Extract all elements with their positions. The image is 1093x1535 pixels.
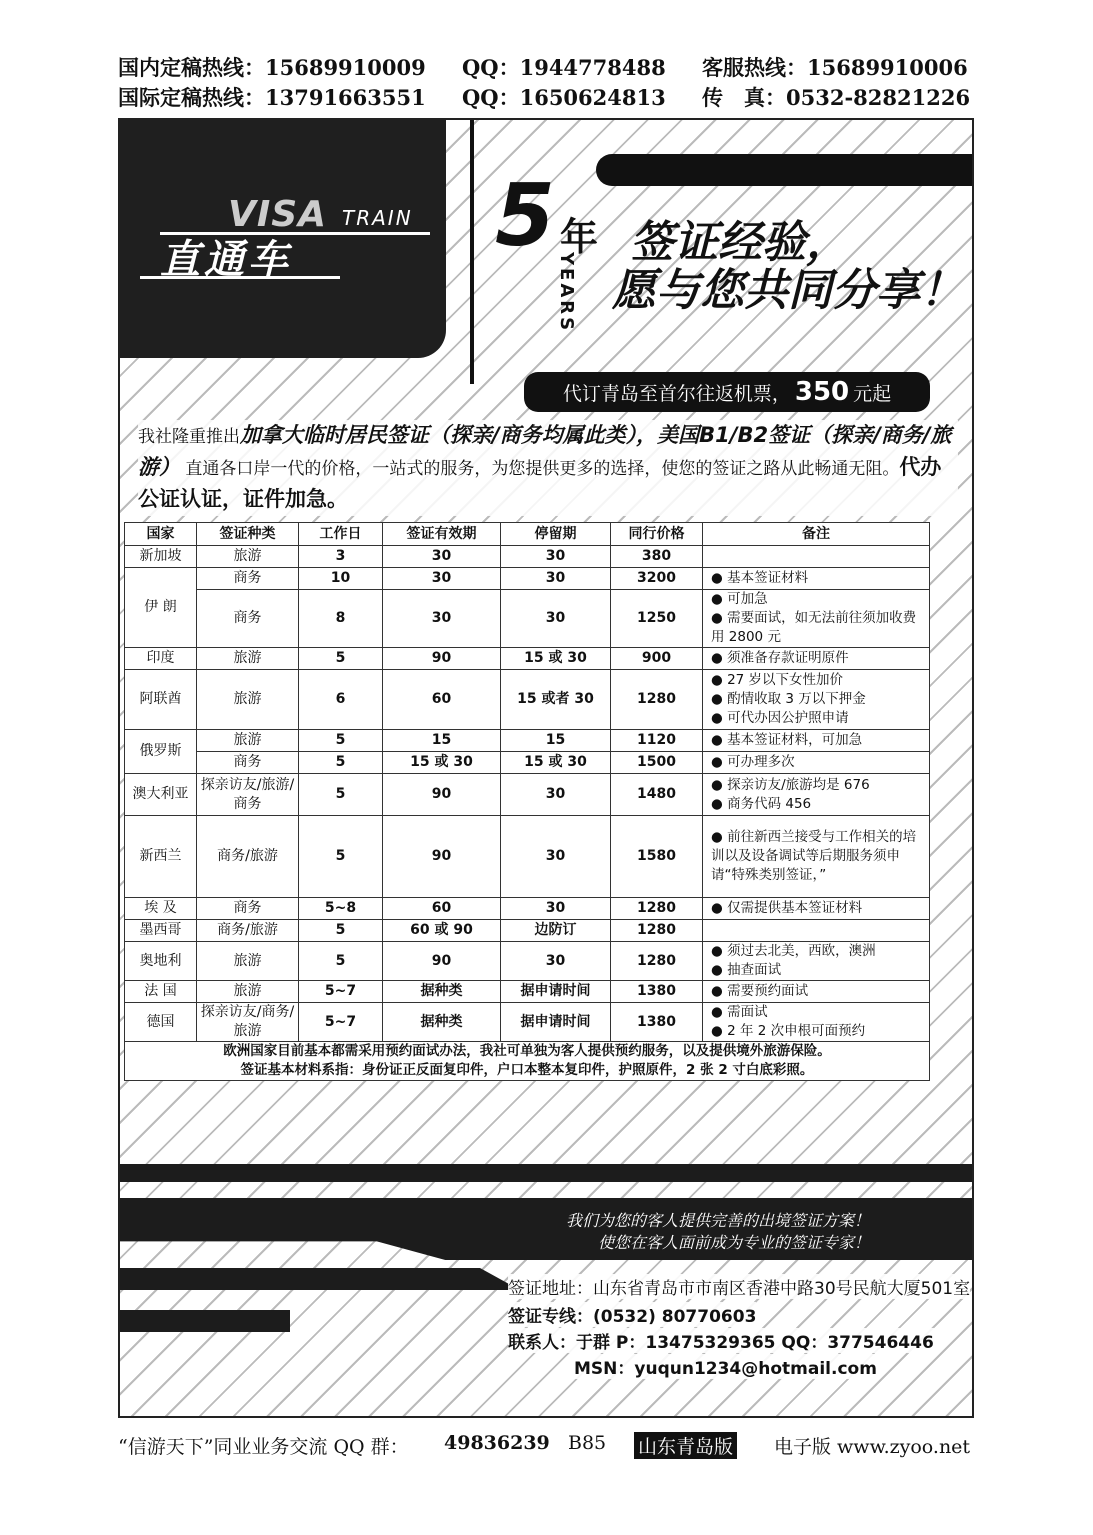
cell-stay: 30 — [501, 774, 611, 816]
cell-validity: 15 或 30 — [383, 752, 501, 774]
cell-price: 1480 — [611, 774, 703, 816]
cell-type: 商务 — [197, 898, 299, 920]
cell-validity: 90 — [383, 942, 501, 981]
cell-country: 俄罗斯 — [125, 730, 197, 774]
cell-type: 旅游 — [197, 730, 299, 752]
service-hotline: 客服热线：15689910006 — [702, 55, 968, 80]
cell-notes — [703, 648, 930, 670]
cell-notes — [703, 546, 930, 568]
table-header-row — [125, 523, 930, 546]
cell-stay: 30 — [501, 816, 611, 898]
cell-country: 印度 — [125, 648, 197, 670]
cell-validity: 90 — [383, 774, 501, 816]
tagline-2: 使您在客人面前成为专业的签证专家！ — [598, 1233, 871, 1252]
edition-badge: 山东青岛版 — [634, 1432, 737, 1459]
cell-notes — [703, 590, 930, 648]
cell-type: 商务 — [197, 568, 299, 590]
cell-type: 探亲访友/商务/旅游 — [197, 1003, 299, 1042]
slogan-nian: 年 — [560, 215, 599, 259]
cell-country: 新加坡 — [125, 546, 197, 568]
slogan-years: YEARS — [556, 252, 577, 334]
cell-type: 商务/旅游 — [197, 920, 299, 942]
cell-price: 1280 — [611, 670, 703, 730]
intro-notarization: 代办公证认证，证件加急。 — [138, 455, 942, 511]
logo-cn: 直通车 — [160, 237, 292, 283]
cell-days: 5 — [299, 816, 383, 898]
cell-notes — [703, 981, 930, 1003]
slogan-line-1: 签证经验， — [630, 217, 850, 268]
col-validity: 签证有效期 — [383, 523, 501, 546]
logo-visa: VISA — [228, 194, 328, 235]
table-footer-2: 签证基本材料系指：身份证正反面复印件，户口本整本复印件，护照原件，2 张 2 寸白底彩照。 — [240, 1062, 814, 1078]
cell-type: 旅游 — [197, 942, 299, 981]
table-row — [125, 730, 930, 752]
cell-validity: 30 — [383, 568, 501, 590]
intro-highlight: 加拿大临时居民签证（探亲/商务均属此类），美国B1/B2签证（探亲/商务/旅游） — [138, 423, 952, 479]
note-item: ● 酌情收取 3 万以下押金 — [711, 690, 927, 709]
table-row — [125, 1003, 930, 1042]
table-footer — [125, 1042, 930, 1081]
table-footer-row — [125, 1042, 930, 1081]
cell-stay: 30 — [501, 590, 611, 648]
cell-days: 10 — [299, 568, 383, 590]
promo-banner — [524, 372, 930, 412]
table-row — [125, 981, 930, 1003]
cell-stay: 30 — [501, 568, 611, 590]
table-row — [125, 546, 930, 568]
cell-validity: 90 — [383, 816, 501, 898]
cell-price: 1280 — [611, 898, 703, 920]
cell-type: 探亲访友/旅游/商务 — [197, 774, 299, 816]
col-type: 签证种类 — [197, 523, 299, 546]
table-row — [125, 670, 930, 730]
cell-days: 5 — [299, 920, 383, 942]
visa-price-table — [124, 522, 930, 1081]
cell-days: 8 — [299, 590, 383, 648]
page-number: B85 — [568, 1432, 607, 1454]
note-item: ● 可加急 — [711, 590, 927, 609]
note-item: ● 需要面试，如无法前往须加收费用 2800 元 — [711, 609, 927, 647]
note-item: ● 抽查面试 — [711, 961, 927, 980]
cell-type: 商务/旅游 — [197, 816, 299, 898]
cell-days: 5 — [299, 774, 383, 816]
cell-validity: 据种类 — [383, 1003, 501, 1042]
note-item: ● 基本签证材料 — [711, 569, 927, 588]
cell-notes — [703, 568, 930, 590]
table-row — [125, 752, 930, 774]
cell-days: 5 — [299, 730, 383, 752]
cell-validity: 15 — [383, 730, 501, 752]
cell-type: 旅游 — [197, 670, 299, 730]
intl-hotline: 国际定稿热线：13791663551 — [118, 85, 426, 110]
cell-type: 旅游 — [197, 648, 299, 670]
cell-type: 旅游 — [197, 546, 299, 568]
cell-validity: 30 — [383, 590, 501, 648]
cell-notes — [703, 898, 930, 920]
table-row — [125, 648, 930, 670]
cell-notes — [703, 774, 930, 816]
table-row — [125, 774, 930, 816]
note-item: ● 商务代码 456 — [711, 795, 927, 814]
vertical-divider — [470, 120, 474, 384]
domestic-hotline: 国内定稿热线：15689910009 — [118, 55, 426, 80]
cell-price: 900 — [611, 648, 703, 670]
note-item: ● 可代办因公护照申请 — [711, 709, 927, 728]
cell-price: 3200 — [611, 568, 703, 590]
top-bar — [596, 154, 974, 186]
contact-address: 签证地址：山东省青岛市市南区香港中路30号民航大厦501室 — [508, 1274, 970, 1299]
intro-lead: 我社隆重推出 — [138, 427, 240, 447]
cell-price: 1580 — [611, 816, 703, 898]
tagline-1: 我们为您的客人提供完善的出境签证方案！ — [566, 1211, 871, 1230]
cell-price: 1280 — [611, 942, 703, 981]
cell-validity: 60 或 90 — [383, 920, 501, 942]
contact-msn: MSN：yuqun1234@hotmail.com — [574, 1354, 877, 1379]
intro-body: 直通各口岸一代的价格，一站式的服务，为您提供更多的选择，使您的签证之路从此畅通无阻。 — [185, 459, 900, 479]
note-item: ● 探亲访友/旅游均是 676 — [711, 776, 927, 795]
cell-notes — [703, 752, 930, 774]
promo-price: 350 — [794, 377, 850, 407]
cell-validity: 60 — [383, 898, 501, 920]
note-item: ● 需面试 — [711, 1003, 927, 1022]
cell-days: 5~7 — [299, 981, 383, 1003]
cell-stay: 15 或 30 — [501, 648, 611, 670]
qq-1: QQ：1944778488 — [462, 55, 666, 80]
cell-price: 1250 — [611, 590, 703, 648]
note-item: ● 基本签证材料，可加急 — [711, 731, 927, 750]
cell-days: 3 — [299, 546, 383, 568]
promo-suffix: 元起 — [853, 382, 892, 405]
cell-type: 商务 — [197, 752, 299, 774]
cell-validity: 90 — [383, 648, 501, 670]
note-item: ● 须准备存款证明原件 — [711, 649, 927, 668]
cell-notes — [703, 670, 930, 730]
col-days: 工作日 — [299, 523, 383, 546]
col-price: 同行价格 — [611, 523, 703, 546]
fax: 传 真：0532-82821226 — [702, 85, 971, 110]
cell-notes — [703, 816, 930, 898]
note-item: ● 前往新西兰接受与工作相关的培训以及设备调试等后期服务须申请“特殊类别签证，” — [711, 828, 927, 885]
cell-days: 5~8 — [299, 898, 383, 920]
cell-days: 5 — [299, 648, 383, 670]
logo-panel — [120, 120, 446, 358]
note-item: ● 须过去北美，西欧，澳洲 — [711, 942, 927, 961]
logo-train: TRAIN — [342, 206, 413, 230]
cell-stay: 30 — [501, 546, 611, 568]
cell-stay: 据申请时间 — [501, 981, 611, 1003]
cell-notes — [703, 730, 930, 752]
stripe-top — [120, 1164, 974, 1182]
table-footer-1: 欧洲国家目前基本都需采用预约面试办法，我社可单独为客人提供预约服务，以及提供境外旅游保险。 — [223, 1043, 831, 1059]
cell-stay: 30 — [501, 898, 611, 920]
cell-country: 奥地利 — [125, 942, 197, 981]
cell-price: 380 — [611, 546, 703, 568]
cell-notes — [703, 942, 930, 981]
cell-validity: 据种类 — [383, 981, 501, 1003]
col-country: 国家 — [125, 523, 197, 546]
cell-notes — [703, 1003, 930, 1042]
note-item: ● 27 岁以下女性加价 — [711, 671, 927, 690]
cell-country: 埃 及 — [125, 898, 197, 920]
note-item: ● 仅需提供基本签证材料 — [711, 899, 927, 918]
cell-days: 5~7 — [299, 1003, 383, 1042]
note-item: ● 需要预约面试 — [711, 982, 927, 1001]
table-row — [125, 568, 930, 590]
cell-type: 旅游 — [197, 981, 299, 1003]
cell-country: 墨西哥 — [125, 920, 197, 942]
contact-hotline: 签证专线：(0532) 80770603 — [508, 1302, 756, 1327]
cell-country: 澳大利亚 — [125, 774, 197, 816]
note-item: ● 可办理多次 — [711, 753, 927, 772]
website[interactable]: 电子版 www.zyoo.net — [774, 1436, 971, 1458]
cell-price: 1380 — [611, 1003, 703, 1042]
contact-person: 联系人：于群 P：13475329365 QQ：377546446 — [508, 1328, 934, 1353]
cell-validity: 60 — [383, 670, 501, 730]
note-item: ● 2 年 2 次申根可面预约 — [711, 1022, 927, 1041]
cell-country: 新西兰 — [125, 816, 197, 898]
cell-stay: 15 — [501, 730, 611, 752]
cell-stay: 15 或 30 — [501, 752, 611, 774]
cell-validity: 30 — [383, 546, 501, 568]
qq-2: QQ：1650624813 — [462, 85, 666, 110]
intro-paragraph — [138, 420, 958, 516]
stripe-bottom — [120, 1310, 290, 1332]
cell-price: 1280 — [611, 920, 703, 942]
cell-price: 1120 — [611, 730, 703, 752]
table-row — [125, 942, 930, 981]
cell-days: 5 — [299, 752, 383, 774]
promo-text: 代订青岛至首尔往返机票， — [562, 382, 791, 405]
table-row — [125, 816, 930, 898]
advertisement — [118, 118, 974, 1418]
cell-stay: 据申请时间 — [501, 1003, 611, 1042]
page-footer — [118, 1432, 978, 1460]
cell-price: 1500 — [611, 752, 703, 774]
table-row — [125, 590, 930, 648]
cell-days: 6 — [299, 670, 383, 730]
cell-stay: 边防订 — [501, 920, 611, 942]
cell-price: 1380 — [611, 981, 703, 1003]
cell-country: 伊 朗 — [125, 568, 197, 648]
cell-notes — [703, 920, 930, 942]
cell-days: 5 — [299, 942, 383, 981]
cell-stay: 15 或者 30 — [501, 670, 611, 730]
slogan-five: 5 — [495, 166, 555, 266]
cell-country: 德国 — [125, 1003, 197, 1042]
cell-stay: 30 — [501, 942, 611, 981]
col-stay: 停留期 — [501, 523, 611, 546]
cell-type: 商务 — [197, 590, 299, 648]
group-label: “信游天下”同业业务交流 QQ 群： — [118, 1436, 409, 1458]
col-notes: 备注 — [703, 523, 930, 546]
cell-country: 阿联酋 — [125, 670, 197, 730]
table-row — [125, 920, 930, 942]
group-number: 49836239 — [444, 1432, 550, 1454]
table-row — [125, 898, 930, 920]
stripe-lower — [120, 1268, 520, 1290]
slogan-line-2: 愿与您共同分享！ — [612, 265, 964, 316]
cell-country: 法 国 — [125, 981, 197, 1003]
